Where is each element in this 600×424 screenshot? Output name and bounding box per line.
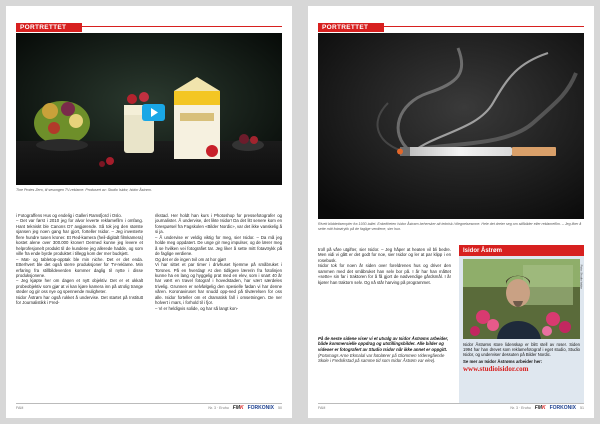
footer-left: FAM — [318, 406, 326, 410]
info-box — [318, 336, 451, 363]
video-caption: Tine Protes Zero, til sesongen TV-reklame. Produsert av: Studio Isidor, Isidor Åstrøm. — [16, 188, 152, 192]
section-label: PORTRETTET — [318, 23, 384, 32]
left-column-2 — [155, 213, 282, 398]
footer-issue: Nr. 3 · Eruhu — [208, 406, 229, 410]
bio-title: Isidor Åstrøm — [459, 246, 584, 256]
website-link[interactable]: www.studioisidor.com — [463, 364, 529, 373]
footer-left: FAM — [16, 406, 24, 410]
info-box-text: På de neste sidene viser vi et utvalg av Isidor Åstrøms arbeider, både kommersielle oppdrag og utstillingsbilder. Alle bilder og videoer er fotografert av Studio Isidor når ikke annet er oppgitt. — [318, 336, 449, 352]
bio-box — [459, 245, 584, 404]
forkonix-logo: FORKONIX — [549, 405, 576, 411]
left-column-1 — [16, 213, 143, 398]
footer-issue: Nr. 3 · Eruhu — [510, 406, 531, 410]
paragraph: rikstad. Her holdt han kurs i Photoshop for pressefotografer og journalister. Å undervise, det likte Isidor! Da det litt senere kom en forespørsel fra Fagskolen «Bilder Nordic», var det ikke vanskelig å si ja. — [155, 213, 282, 235]
right-column-1 — [318, 247, 451, 327]
paragraph: Og det er de ingen tvil om at hor gjør! — [155, 256, 227, 262]
play-button-icon[interactable] — [142, 104, 165, 121]
section-header — [16, 16, 282, 31]
cigarette-photo — [318, 33, 584, 219]
photo-caption: Rivett bilddetisempler fra 1930-tallet. Enkeltheten Isidor Åstrøm behersker alt teknisk i tilegnelsesmne. Hele det dreier seg om stillbilder eller reklamefilm. – Jeg liker å sette mitt fotavtrykk på de faglige verdiene, sier hun. — [318, 222, 582, 231]
page-number: 51 — [580, 406, 584, 410]
page-number: 50 — [278, 406, 282, 410]
forkonix-logo: FORKONIX — [247, 405, 274, 411]
paragraph: Isidor tok for noen år siden over foreldrenes hus og driver den sammen med det småbruket han selv bor på. I år har han måttet «sette» sin far i traktoren for å få gjort de nødvendige gårdsmål. I år kjører han traktorn selv. Og nå står harving på programmet. — [318, 263, 451, 285]
section-header — [318, 16, 584, 31]
paragraph: Vi har sittet et par timer i drivhuset hjemme på småbruket i Torsnes. På en hverdag! At den tidligere lærerin fra fotolinjen kunne ha en lang og hyggelig prat med en elev, som i snart 40 år har vært en travel fotograf i hovedstaden, har vært særdeles trivelig. Grunnen er selvfølgelig den spesielle fødan vi har denne våren. Koronaviruset har snudd opp-ned på tilværelsen for oss alle. Isidor forteller om et dramatisk fall i omsetningen. De ner holvert i mars, i forhold til i fjor. — [155, 262, 282, 306]
paragraph: – Jeg kjøpte her om dagen et nytt objektiv. Det er et ukkalt probeobjektiv som gjør at vi kan kjøre kamera inn på utrolig trange steder og gir oss nye og spennende muligheter. — [16, 278, 143, 295]
info-box-credit: (Fotomags Arne Ekmalal var fotolærer på Glommen Videregående Skole i Fredrikstad på samme tid som Isidor Åstrøm var elev). — [318, 352, 445, 364]
bio-more-label: Se mer av Isidor Åstrøms arbeider her: — [463, 358, 543, 364]
page-footer — [318, 403, 584, 412]
paragraph: – Mat- og tabletop-opptak ble min niche. Det er det enda. Etterhvert ble det også sterre produksjoner for TV-reklame. Min erfaring fra stillbildeverden kommer daglig til nytte i disse produksjonene. — [16, 256, 143, 278]
paragraph: – Vi er heldigvis solide, og har så langt kon- — [155, 305, 239, 311]
right-page — [308, 6, 594, 418]
video-frame[interactable] — [16, 33, 282, 185]
magazine-logo: FMK — [534, 405, 546, 411]
paragraph: troll på våre utgifter, sier Isidor. – Jeg håper at heaten vil bli bedre. Men vidi vi gått er det godt for noe, sier Isidor og ler at par klipp i en rosebusk. — [318, 247, 451, 263]
left-page — [6, 6, 292, 418]
magazine-logo: FMK — [232, 405, 244, 411]
paragraph: – Det var først i 2010 jeg for alvor leverte reklamefilm i omfang. Hant tekniskt ble Canons D7 avgjørende. Så tok jeg den største sjansen jeg noen gang har gjort, forteller Isidor. – Jeg investerte flere hundre tusen kroner. Et Red-kamera (heil-digitalt filmkamera) kostet alene over 300.000 kroner! Dermed kunne jeg levere et helprofesjonelt produkt til de kundene jeg allerede hadde, og som ville fra ende byrde produktet i tillegg kom der mer budsjett. — [16, 218, 143, 257]
bio-text: Isidor Åstrøms store lidenskap er blitt stell av roser. Siden 1994 har han drevet som reklamefotograf i eget studio, Studio Isidor, og underviser dessuten på Bilder Nordic. — [463, 342, 580, 358]
portrait-photo — [463, 259, 583, 339]
paragraph: i Fotograffens Hus og endelig i Galleri Ramsfjord i Oslo. — [16, 213, 122, 218]
page-footer — [16, 403, 282, 412]
paragraph: – Å undervise er veldig viktig for meg, sier Isidor. – Da må jeg holde meg oppdatert. De unge gir meg impulser, og de lærer meg å se hvilken vei fotografiet tar. Jeg liker å sette mitt fotavtrykk på de faglige verdiene. — [155, 234, 282, 257]
section-label: PORTRETTET — [16, 23, 82, 32]
paragraph: Isidor Åstrøm har også rukket å undervise. Det startet på Institutt for Journalistikk i Fred- — [16, 294, 143, 306]
photo-credit: Foto: Studio Isidor — [579, 264, 583, 289]
